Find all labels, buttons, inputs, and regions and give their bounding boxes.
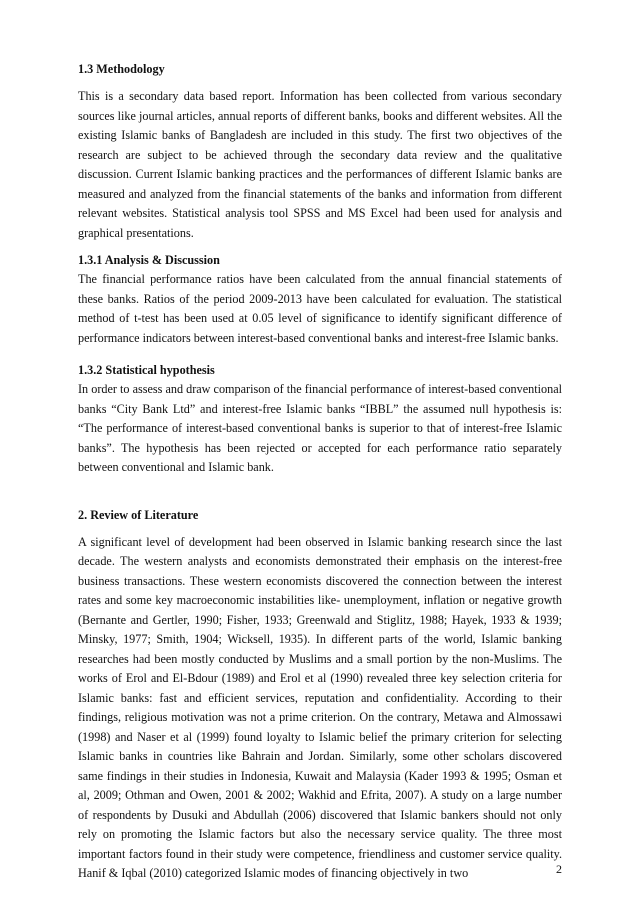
review-of-literature-heading: 2. Review of Literature [78,507,199,522]
analysis-discussion-paragraph: The financial performance ratios have been calculated from the annual financial statements of these banks. Ratios of the period 2009-2013 have been calculated for evaluation. The statistical method of t-test has been used at 0.05 level of significance to identify significant difference of performance indicators between interest-based conventional banks and interest-free Islamic banks. [78,272,562,345]
review-of-literature-paragraph: A significant level of development had been observed in Islamic banking research since the last decade. The western analysts and economists demonstrated their emphasis on the interest-free business transactions. These western economists discovered the connection between the interest rates and some key macroeconomic instabilities like- unemployment, inflation or negative growth (Bernante and Gertler, 1990; Fisher, 1933; Greenwald and Stiglitz, 1988; Hayek, 1933 & 1939; Minsky, 1977; Smith, 1904; Wicksell, 1935). In different parts of the world, Islamic banking researches had been mostly conducted by Muslims and a small portion by the non-Muslims. The works of Erol and El-Bdour (1989) and Erol et al (1990) revealed three key selection criteria for Islamic banks: fast and efficient services, reputation and confidentiality. According to their findings, religious motivation was not a prime criterion. On the contrary, Metawa and Almossawi (1998) and Naser et al (1999) found loyalty to Islamic belief the primary criterion for selecting Islamic banks in countries like Bahrain and Jordan. Similarly, some other scholars discovered same findings in their studies in Indonesia, Kuwait and Malaysia (Kader 1993 & 1995; Osman et al, 2009; Othman and Owen, 2001 & 2002; Wakhid and Efrita, 2007). A study on a large number of respondents by Dusuki and Abdullah (2006) discovered that Islamic bankers should not only rely on promoting the Islamic factors but also the necessary service quality. The three most important factors found in their study were competence, friendliness and customer service quality. Hanif & Iqbal (2010) categorized Islamic modes of financing objectively in two [78,534,562,880]
analysis-discussion-heading: 1.3.1 Analysis & Discussion [78,253,220,267]
methodology-heading: 1.3 Methodology [78,62,165,76]
page-content [78,60,562,884]
page-number: 2 [556,862,562,876]
statistical-hypothesis-heading: 1.3.2 Statistical hypothesis [78,363,215,377]
methodology-paragraph: This is a secondary data based report. Information has been collected from various secondary sources like journal articles, annual reports of different banks, books and different websites. All the existing Islamic banks of Bangladesh are included in this study. The first two objectives of the research are subject to be achieved through the secondary data review and the qualitative discussion. Current Islamic banking practices and the performances of different Islamic banks are measured and analyzed from the financial statements of the banks and information from different relevant websites. Statistical analysis tool SPSS and MS Excel had been used for analysis and graphical presentations. [78,89,562,240]
statistical-hypothesis-paragraph: In order to assess and draw comparison of the financial performance of interest-based conventional banks “City Bank Ltd” and interest-free Islamic banks “IBBL” the assumed null hypothesis is: “The performance of interest-based conventional banks is superior to that of interest-free Islamic banks”. The hypothesis has been rejected or accepted for each performance ratio separately between conventional and Islamic bank. [78,382,562,474]
